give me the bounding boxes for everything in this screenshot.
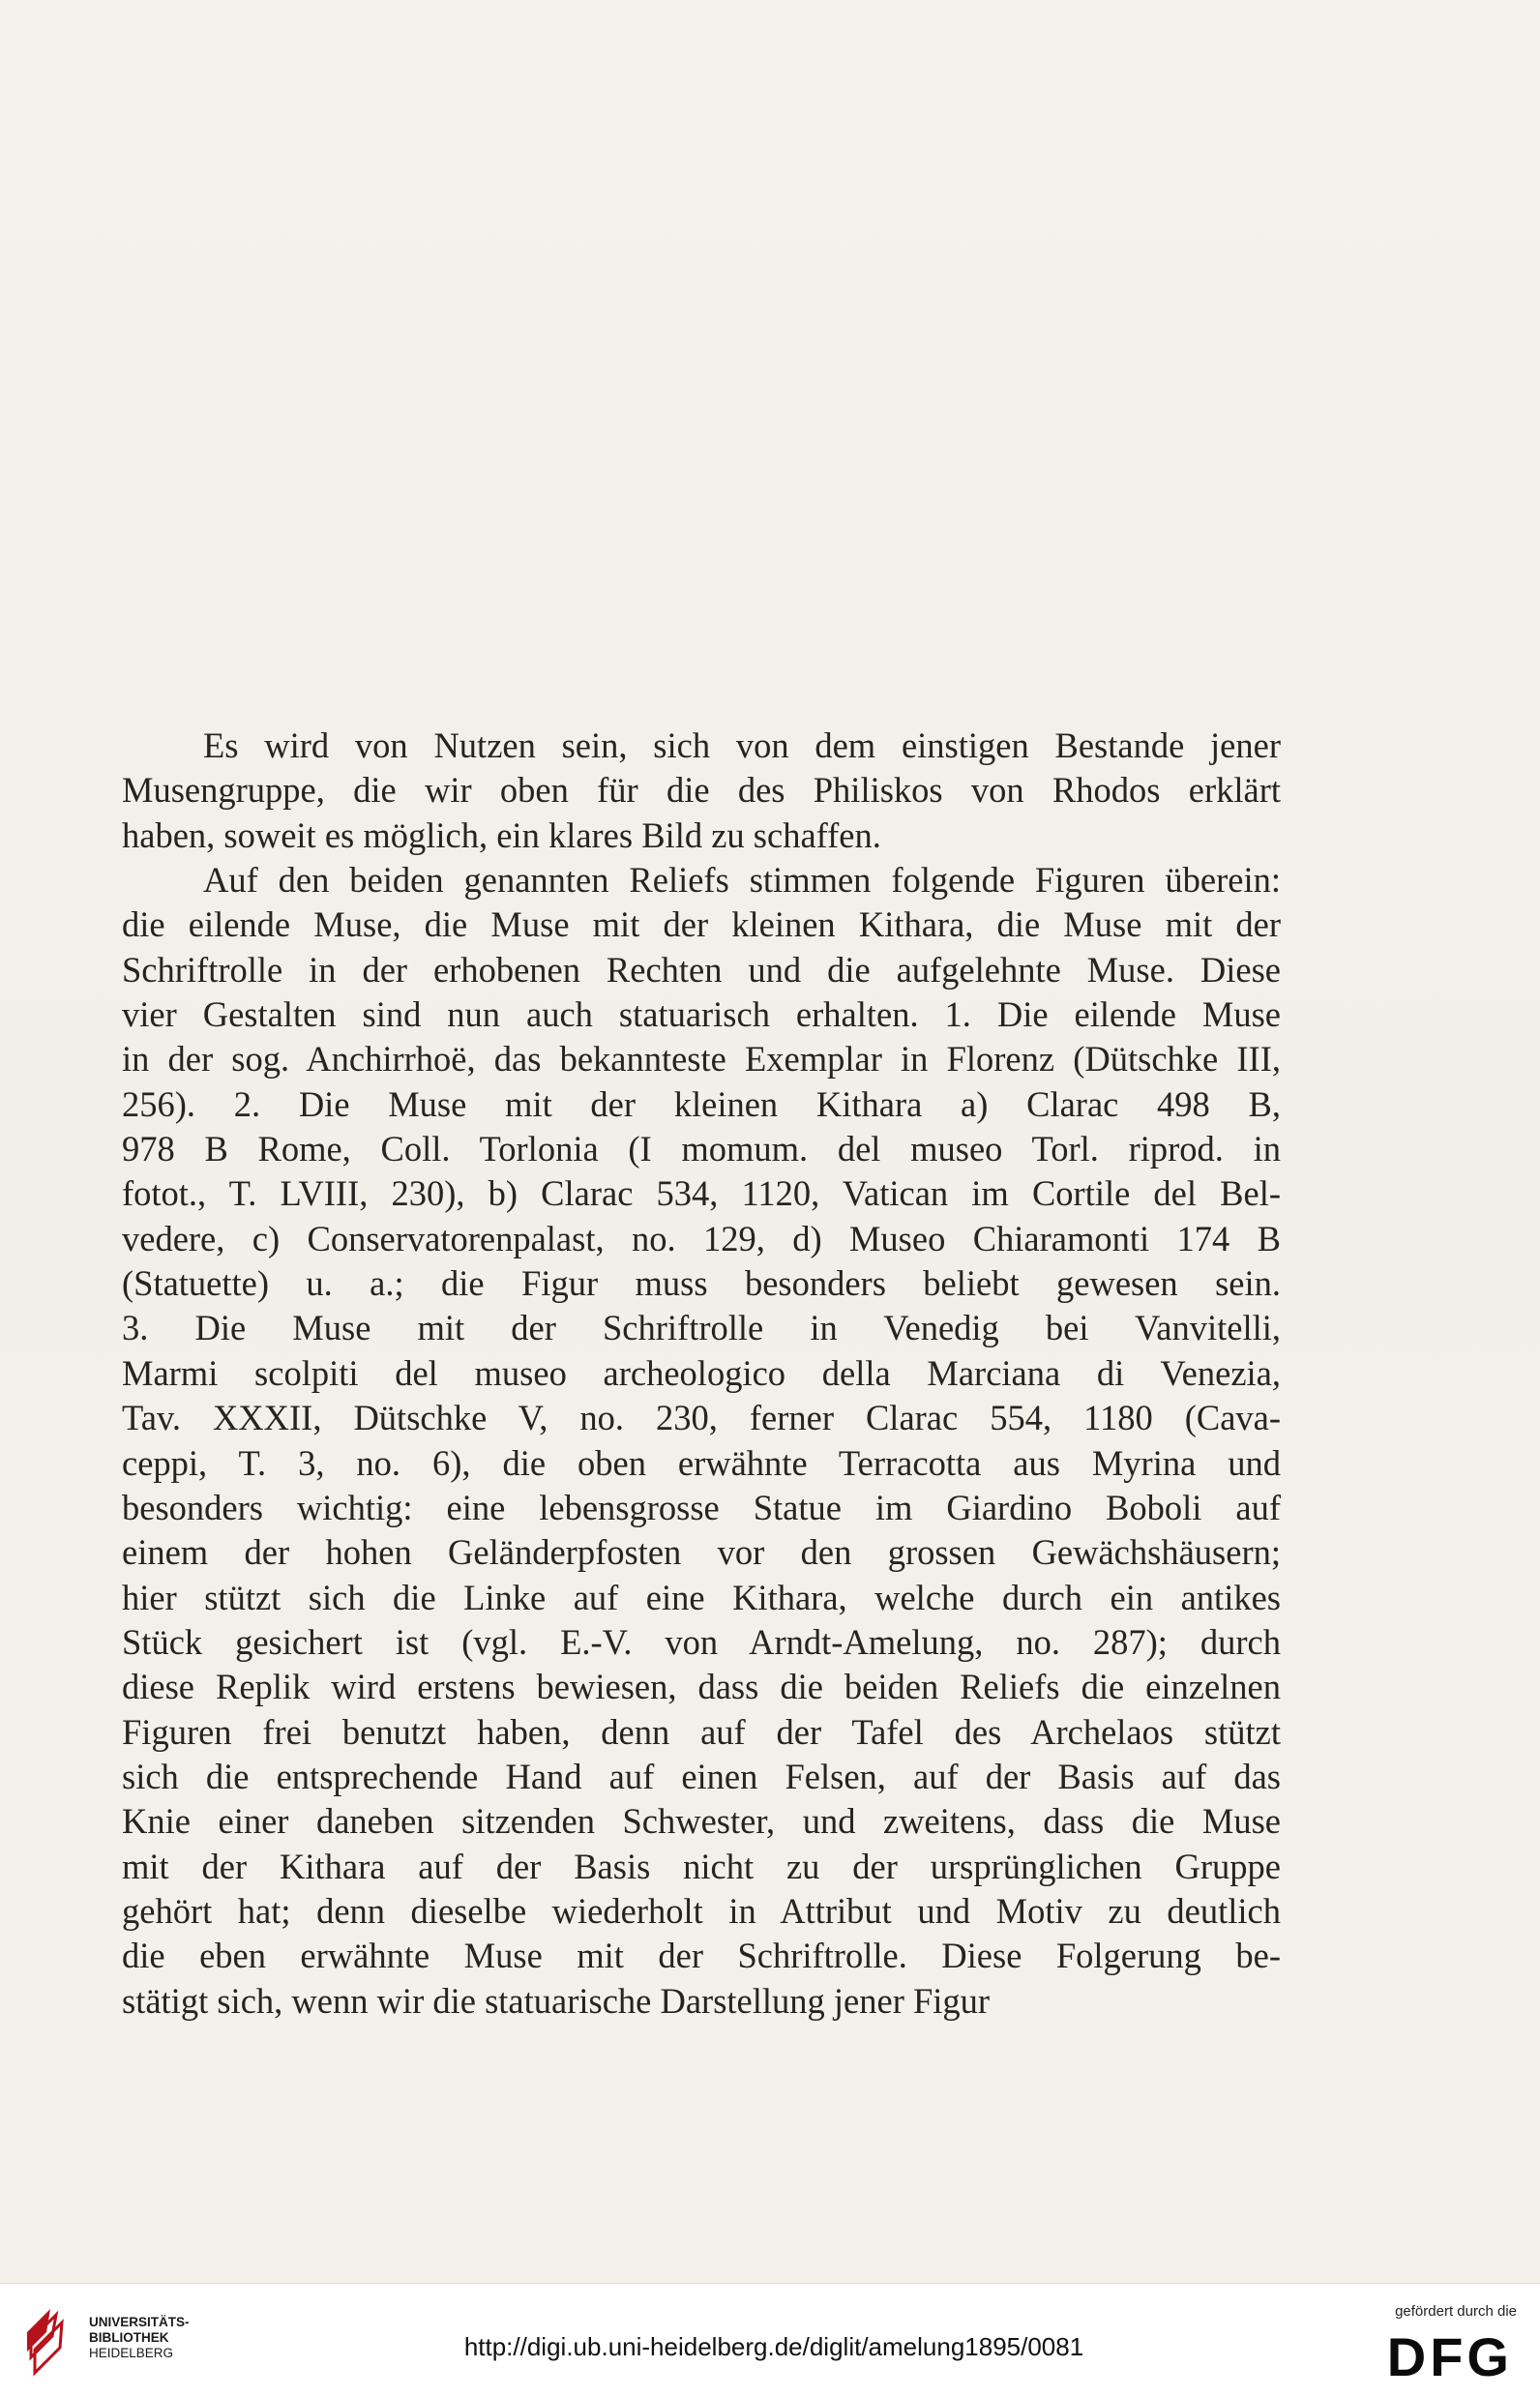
show-through-bleed xyxy=(222,261,1306,716)
body-text xyxy=(122,724,1281,2024)
text-line: 3. Die Muse mit der Schriftrolle in Venedig bei Vanvitelli, xyxy=(122,1308,1281,1348)
library-name-line3: HEIDELBERG xyxy=(89,2346,174,2360)
text-line: einem der hohen Geländerpfosten vor den grossen Gewächshäusern; xyxy=(122,1532,1281,1573)
text-line: die eben erwähnte Muse mit der Schriftrolle. Diese Folgerung be- xyxy=(122,1936,1281,1976)
text-line: Schriftrolle in der erhobenen Rechten und die aufgelehnte Muse. Diese xyxy=(122,949,1281,990)
library-name-line2: BIBLIOTHEK xyxy=(89,2330,169,2345)
text-line: vedere, c) Conservatorenpalast, no. 129, d) Museo Chiaramonti 174 B xyxy=(122,1218,1281,1258)
university-library-logo-icon xyxy=(17,2305,75,2377)
text-line: vier Gestalten sind nun auch statuarisch erhalten. 1. Die eilende Muse xyxy=(122,994,1281,1035)
permalink-url[interactable]: http://digi.ub.uni-heidelberg.de/diglit/amelung1895/0081 xyxy=(463,2332,1084,2361)
text-line: Tav. XXXII, Dütschke V, no. 230, ferner Clarac 554, 1180 (Cava- xyxy=(122,1398,1281,1438)
dfg-logo-icon: DFG xyxy=(1386,2326,1513,2387)
text-line: ceppi, T. 3, no. 6), die oben erwähnte Terracotta aus Myrina und xyxy=(122,1442,1281,1483)
text-line: besonders wichtig: eine lebensgrosse Statue im Giardino Boboli auf xyxy=(122,1487,1281,1527)
text-line: 256). 2. Die Muse mit der kleinen Kithara a) Clarac 498 B, xyxy=(122,1083,1281,1124)
text-line: haben, soweit es möglich, ein klares Bild zu schaffen. xyxy=(122,814,881,855)
text-line: diese Replik wird erstens bewiesen, dass die beiden Reliefs die einzelnen xyxy=(122,1667,1281,1707)
text-line: gehört hat; denn dieselbe wiederholt in Attribut und Motiv zu deutlich xyxy=(122,1890,1281,1931)
text-line: die eilende Muse, die Muse mit der kleinen Kithara, die Muse mit der xyxy=(122,904,1281,945)
text-line: Figuren frei benutzt haben, denn auf der Tafel des Archelaos stützt xyxy=(122,1711,1281,1752)
text-line: Knie einer daneben sitzenden Schwester, und zweitens, dass die Muse xyxy=(122,1801,1281,1842)
text-line: mit der Kithara auf der Basis nicht zu der ursprünglichen Gruppe xyxy=(122,1846,1281,1886)
viewer-footer xyxy=(0,2283,1540,2397)
text-line: 978 B Rome, Coll. Torlonia (I momum. del museo Torl. riprod. in xyxy=(122,1129,1281,1169)
text-line: Marmi scolpiti del museo archeologico della Marciana di Venezia, xyxy=(122,1352,1281,1393)
text-line: fotot., T. LVIII, 230), b) Clarac 534, 1120, Vatican im Cortile del Bel- xyxy=(122,1173,1281,1214)
library-name xyxy=(89,2315,190,2361)
text-line: (Statuette) u. a.; die Figur muss besonders beliebt gewesen sein. xyxy=(122,1263,1281,1304)
paragraph-muses xyxy=(122,858,1281,2024)
text-line: hier stützt sich die Linke auf eine Kithara, welche durch ein antikes xyxy=(122,1577,1281,1617)
text-line: Stück gesichert ist (vgl. E.-V. von Arndt-Amelung, no. 287); durch xyxy=(122,1621,1281,1662)
library-name-line1: UNIVERSITÄTS- xyxy=(89,2315,190,2329)
text-line: Auf den beiden genannten Reliefs stimmen folgende Figuren überein: xyxy=(203,860,1281,901)
text-line: in der sog. Anchirrhoë, das bekannteste Exemplar in Florenz (Dütschke III, xyxy=(122,1039,1281,1080)
text-line: Es wird von Nutzen sein, sich von dem einstigen Bestande jener xyxy=(203,725,1281,765)
text-line: sich die entsprechende Hand auf einen Felsen, auf der Basis auf das xyxy=(122,1756,1281,1796)
text-line: Musengruppe, die wir oben für die des Philiskos von Rhodos erklärt xyxy=(122,770,1281,811)
funding-label: gefördert durch die xyxy=(1395,2303,1517,2320)
paragraph-intro xyxy=(122,724,1281,858)
text-line: stätigt sich, wenn wir die statuarische Darstellung jener Figur xyxy=(122,1980,991,2021)
